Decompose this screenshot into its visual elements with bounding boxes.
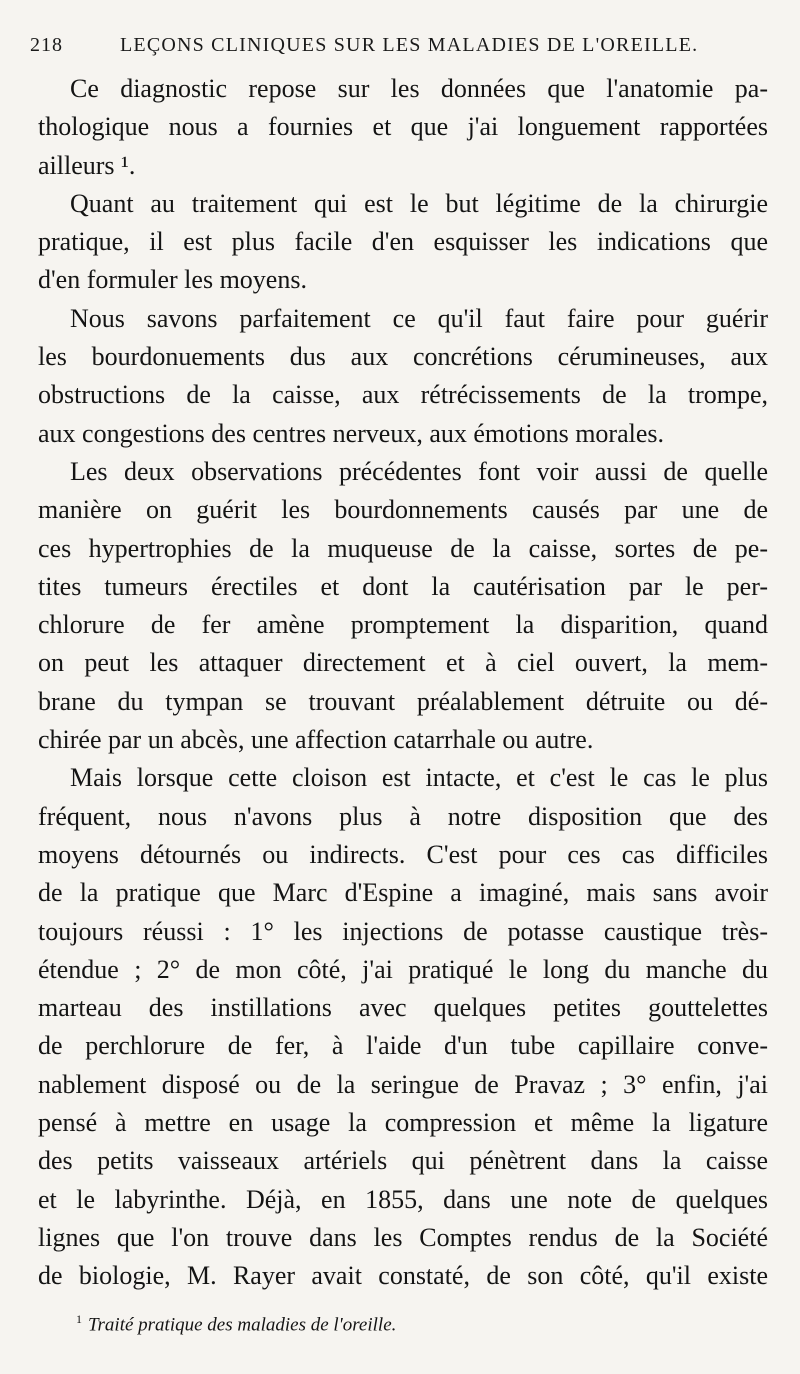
text-line: pensé à mettre en usage la compression et même la ligature	[38, 1108, 768, 1138]
text-line: des petits vaisseaux artériels qui pénètrent dans la caisse	[38, 1146, 768, 1176]
page-header	[30, 34, 750, 66]
text-line: marteau des instillations avec quelques petites gouttelettes	[38, 993, 768, 1023]
text-line: nablement disposé ou de la seringue de Pravaz ; 3° enfin, j'ai	[38, 1069, 768, 1099]
footnote-text: Traité pratique des maladies de l'oreille.	[88, 1314, 397, 1336]
text-line: Quant au traitement qui est le but légitime de la chirurgie	[70, 188, 768, 218]
footnote	[76, 1312, 396, 1336]
text-line: Mais lorsque cette cloison est intacte, et c'est le cas le plus	[70, 763, 768, 793]
text-line: chirée par un abcès, une affection catarrhale ou autre.	[38, 725, 594, 755]
text-line: toujours réussi : 1° les injections de potasse caustique très-	[38, 916, 768, 946]
text-line: Les deux observations précédentes font voir aussi de quelle	[70, 456, 768, 486]
text-line: brane du tympan se trouvant préalablement détruite ou dé-	[38, 686, 768, 716]
paragraph	[38, 453, 768, 759]
text-line: de biologie, M. Rayer avait constaté, de son côté, qu'il existe	[38, 1261, 768, 1291]
text-line: lignes que l'on trouve dans les Comptes rendus de la Société	[38, 1222, 768, 1252]
body-text	[38, 70, 768, 1296]
text-line: obstructions de la caisse, aux rétrécissements de la trompe,	[38, 380, 768, 410]
text-line: Ce diagnostic repose sur les données que l'anatomie pa-	[70, 74, 768, 103]
text-line: fréquent, nous n'avons plus à notre disposition que des	[38, 801, 768, 831]
paragraph	[38, 70, 768, 185]
text-line: les bourdonuements dus aux concrétions cérumineuses, aux	[38, 342, 768, 372]
text-line: chlorure de fer amène promptement la disparition, quand	[38, 610, 768, 640]
footnote-mark: 1	[76, 1312, 82, 1326]
text-line: moyens détournés ou indirects. C'est pour ces cas difficiles	[38, 839, 768, 869]
text-line: ces hypertrophies de la muqueuse de la caisse, sortes de pe-	[38, 533, 768, 563]
page-number: 218	[30, 34, 63, 56]
text-line: aux congestions des centres nerveux, aux émotions morales.	[38, 418, 664, 448]
text-line: d'en formuler les moyens.	[38, 265, 307, 295]
paragraph	[38, 300, 768, 453]
paragraph	[38, 759, 768, 1295]
text-line: manière on guérit les bourdonnements causés par une de	[38, 495, 768, 525]
text-line: pratique, il est plus facile d'en esquisser les indications que	[38, 227, 768, 257]
text-line: Nous savons parfaitement ce qu'il faut faire pour guérir	[70, 303, 768, 333]
text-line: de perchlorure de fer, à l'aide d'un tube capillaire conve-	[38, 1031, 768, 1061]
running-title: LEÇONS CLINIQUES SUR LES MALADIES DE L'OREILLE.	[120, 34, 699, 56]
text-line: étendue ; 2° de mon côté, j'ai pratiqué le long du manche du	[38, 954, 768, 984]
text-line: on peut les attaquer directement et à ciel ouvert, la mem-	[38, 648, 768, 678]
text-line: et le labyrinthe. Déjà, en 1855, dans une note de quelques	[38, 1184, 768, 1214]
paragraph	[38, 185, 768, 300]
text-line: tites tumeurs érectiles et dont la cautérisation par le per-	[38, 571, 768, 601]
text-line: thologique nous a fournies et que j'ai longuement rapportées	[38, 112, 768, 142]
text-line: ailleurs ¹.	[38, 150, 136, 180]
text-line: de la pratique que Marc d'Espine a imaginé, mais sans avoir	[38, 878, 768, 908]
